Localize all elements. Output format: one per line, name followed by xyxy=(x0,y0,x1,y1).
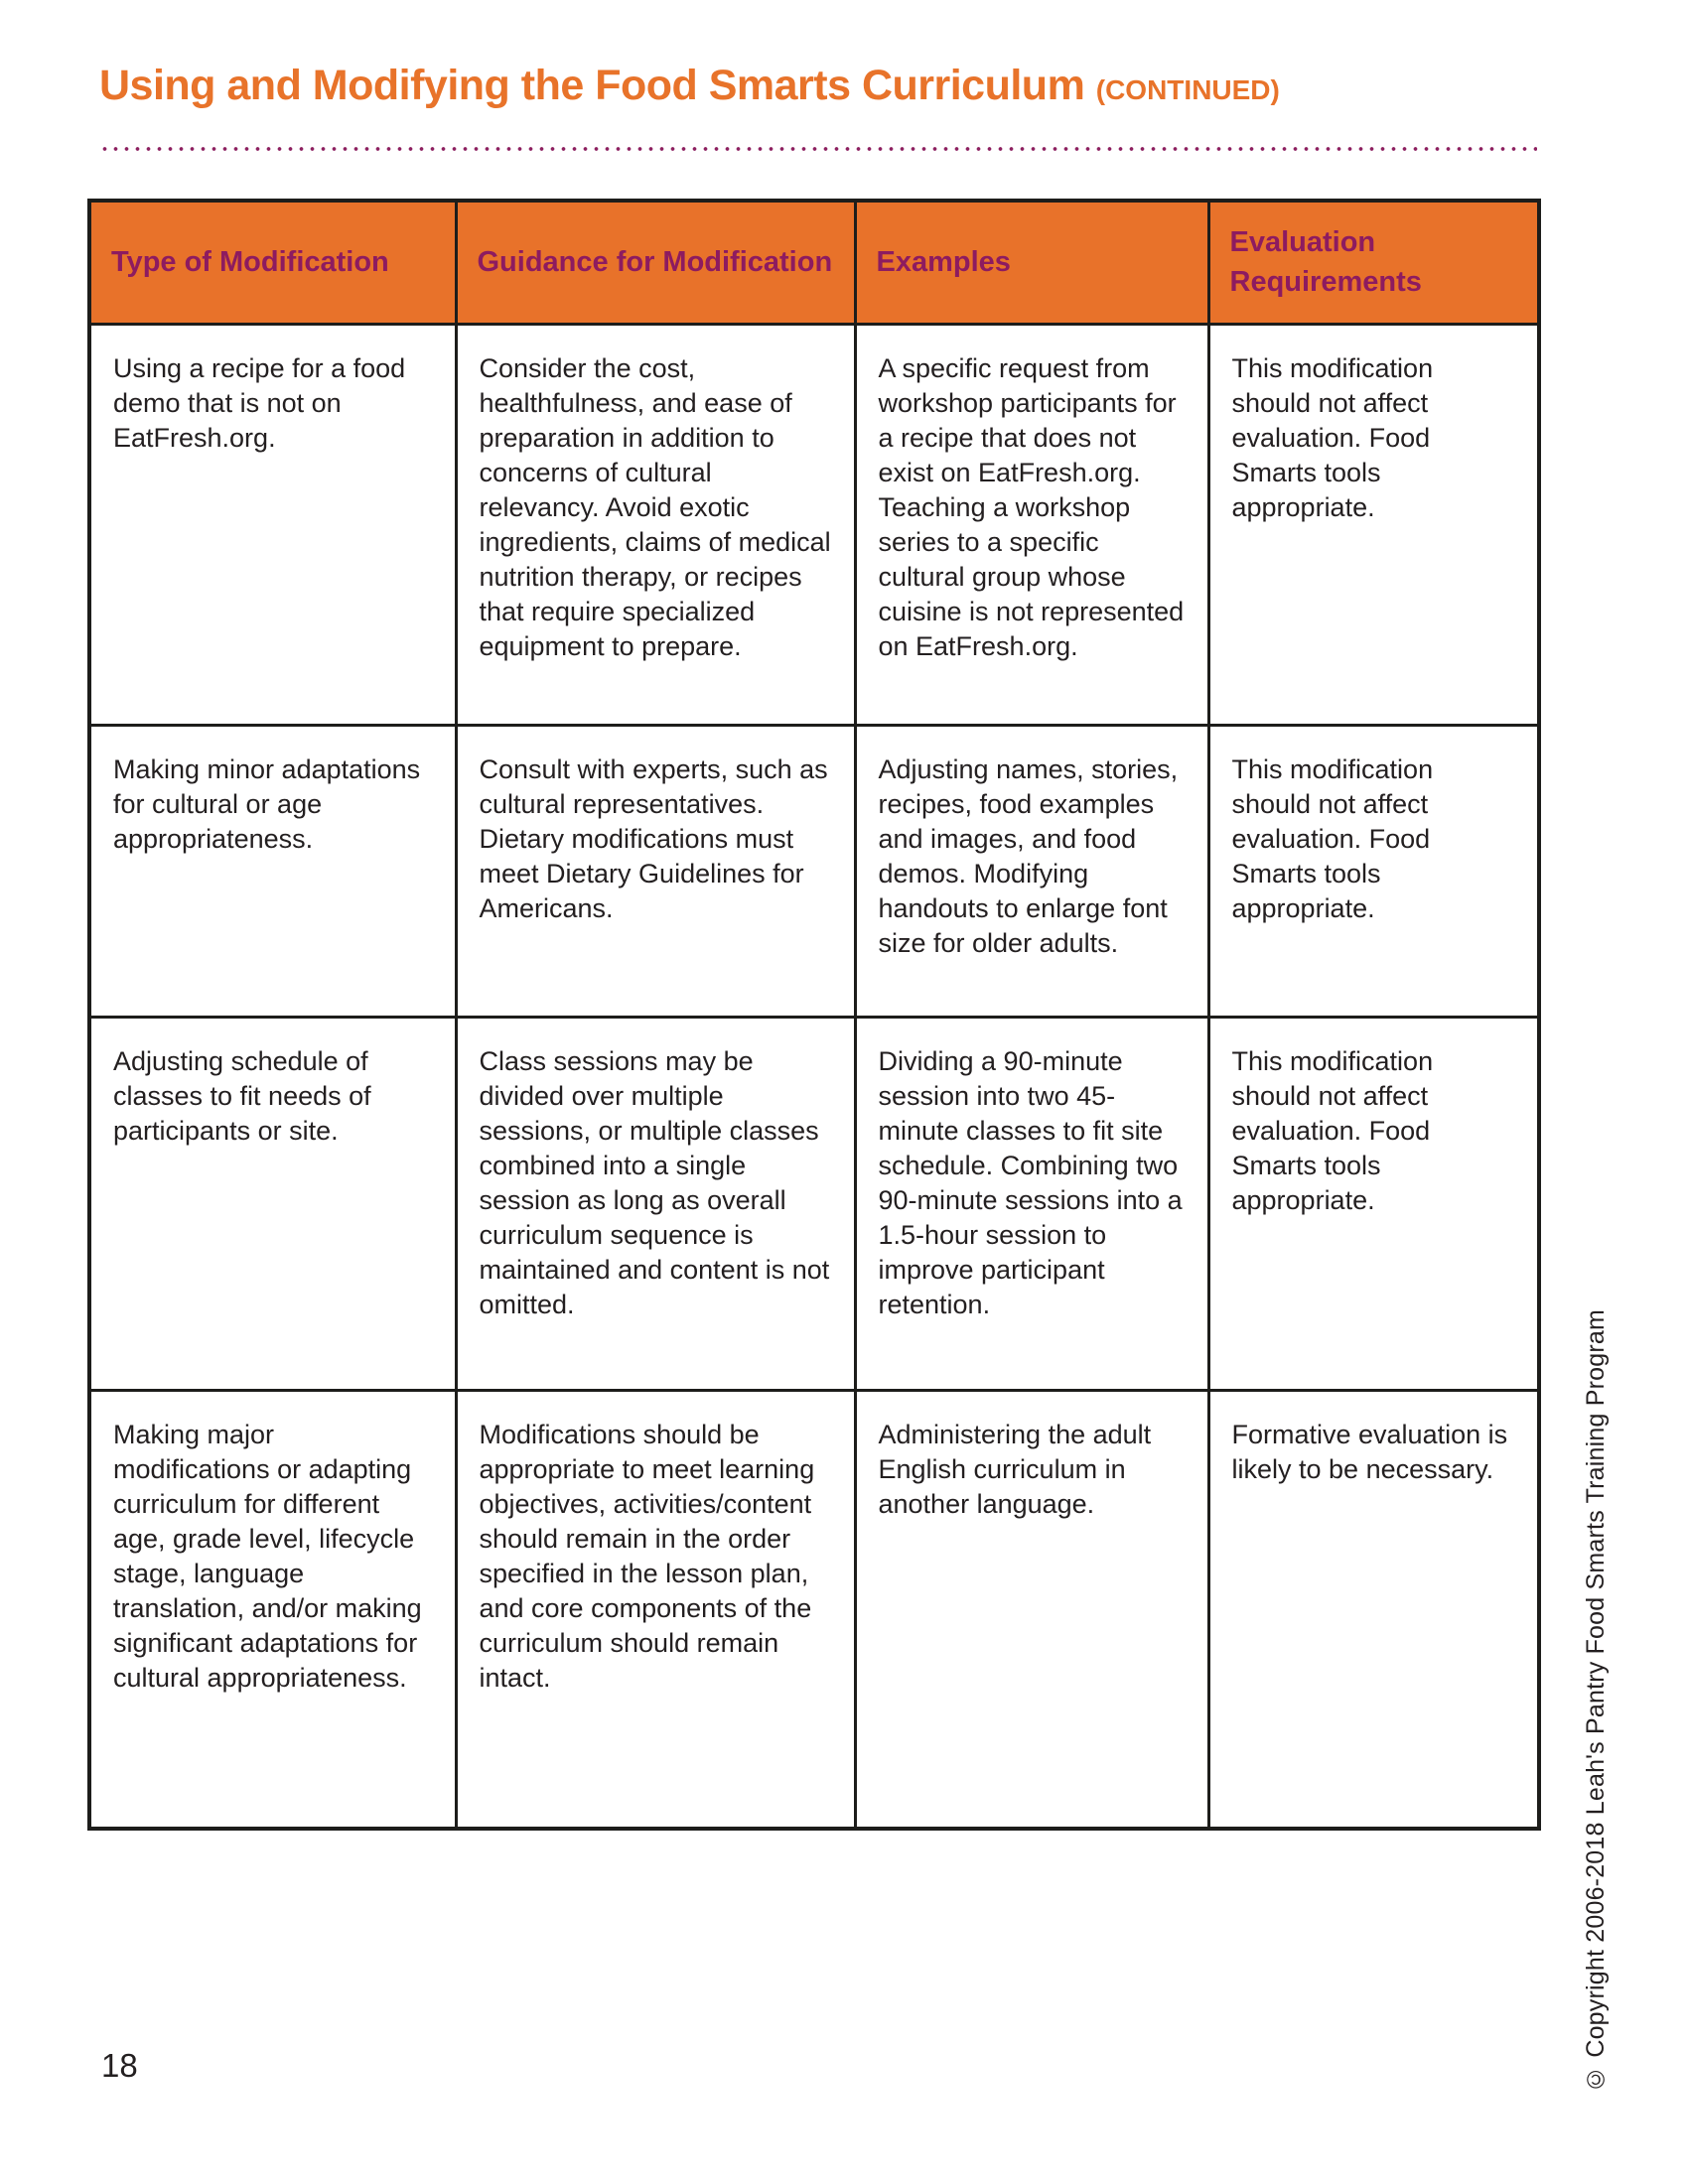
dotted-divider xyxy=(99,146,1537,152)
table-row xyxy=(89,324,1539,725)
page-title-text: Using and Modifying the Food Smarts Curriculum xyxy=(99,62,1085,109)
page-number: 18 xyxy=(101,2047,138,2084)
column-header-evaluation-requirements: Evaluation Requirements xyxy=(1208,201,1539,324)
column-header-type-of-modification: Type of Modification xyxy=(89,201,456,324)
table-row xyxy=(89,725,1539,1017)
column-header-guidance-for-modification: Guidance for Modification xyxy=(456,201,855,324)
cell-type-of-modification: Making major modifications or adapting curriculum for different age, grade level, lifecycle stage, language translation, and/or making significant adaptations for cultural appropriateness. xyxy=(89,1390,456,1829)
cell-guidance-for-modification: Consult with experts, such as cultural representatives. Dietary modifications must meet Dietary Guidelines for Americans. xyxy=(456,725,855,1017)
cell-guidance-for-modification: Class sessions may be divided over multiple sessions, or multiple classes combined into a single session as long as overall curriculum sequence is maintained and content is not omitted. xyxy=(456,1017,855,1390)
cell-guidance-for-modification: Consider the cost, healthfulness, and ease of preparation in addition to concerns of cultural relevancy. Avoid exotic ingredients, claims of medical nutrition therapy, or recipes that require specialized equipment to prepare. xyxy=(456,324,855,725)
cell-evaluation-requirements: Formative evaluation is likely to be necessary. xyxy=(1208,1390,1539,1829)
title-continued-label: (CONTINUED) xyxy=(1095,74,1280,105)
modifications-table xyxy=(87,199,1541,1831)
cell-type-of-modification: Using a recipe for a food demo that is not on EatFresh.org. xyxy=(89,324,456,725)
table-row xyxy=(89,1390,1539,1829)
copyright-vertical-text: © Copyright 2006-2018 Leah's Pantry Food Smarts Training Program xyxy=(1582,1308,1610,2093)
column-header-examples: Examples xyxy=(855,201,1208,324)
cell-examples: Dividing a 90-minute session into two 45-minute classes to fit site schedule. Combining two 90-minute sessions into a 1.5-hour session to improve participant retention. xyxy=(855,1017,1208,1390)
cell-evaluation-requirements: This modification should not affect evaluation. Food Smarts tools appropriate. xyxy=(1208,725,1539,1017)
table-row xyxy=(89,1017,1539,1390)
cell-examples: A specific request from workshop participants for a recipe that does not exist on EatFresh.org. Teaching a workshop series to a specific cultural group whose cuisine is not represented on EatFresh.org. xyxy=(855,324,1208,725)
cell-evaluation-requirements: This modification should not affect evaluation. Food Smarts tools appropriate. xyxy=(1208,324,1539,725)
cell-examples: Adjusting names, stories, recipes, food examples and images, and food demos. Modifying handouts to enlarge font size for older adults. xyxy=(855,725,1208,1017)
cell-examples: Administering the adult English curriculum in another language. xyxy=(855,1390,1208,1829)
cell-type-of-modification: Adjusting schedule of classes to fit needs of participants or site. xyxy=(89,1017,456,1390)
cell-evaluation-requirements: This modification should not affect evaluation. Food Smarts tools appropriate. xyxy=(1208,1017,1539,1390)
page-title xyxy=(99,62,1280,110)
cell-guidance-for-modification: Modifications should be appropriate to meet learning objectives, activities/content should remain in the order specified in the lesson plan, and core components of the curriculum should remain intact. xyxy=(456,1390,855,1829)
cell-type-of-modification: Making minor adaptations for cultural or age appropriateness. xyxy=(89,725,456,1017)
table-header-row xyxy=(89,201,1539,324)
